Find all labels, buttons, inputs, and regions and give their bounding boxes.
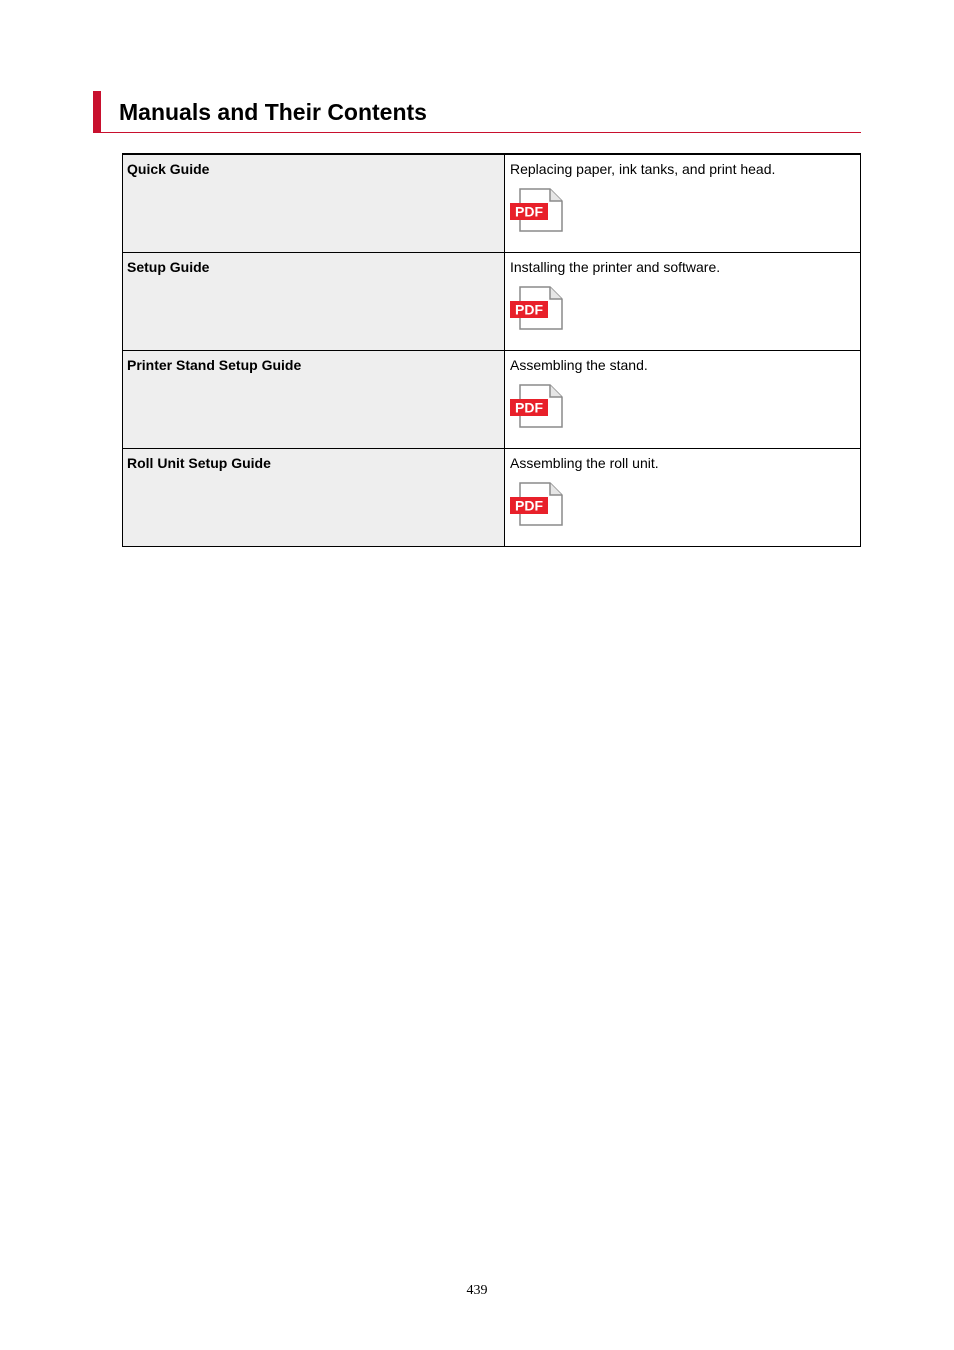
- manual-name: Quick Guide: [123, 154, 505, 252]
- table-row: [123, 154, 861, 252]
- heading-accent-bar: [93, 91, 101, 133]
- table-row: [123, 252, 861, 350]
- pdf-icon-label: PDF: [515, 301, 543, 317]
- manual-description-cell: [505, 154, 861, 252]
- manual-description: Assembling the stand.: [510, 356, 648, 373]
- page-number: 439: [466, 1283, 488, 1298]
- table-row: [123, 350, 861, 448]
- pdf-icon-label: PDF: [515, 497, 543, 513]
- pdf-icon-label: PDF: [515, 399, 543, 415]
- manual-description-cell: [505, 448, 861, 546]
- manual-description-cell: [505, 350, 861, 448]
- pdf-icon-label: PDF: [515, 203, 543, 220]
- manual-description-cell: [505, 252, 861, 350]
- pdf-icon[interactable]: [510, 384, 564, 428]
- pdf-icon[interactable]: [510, 188, 564, 232]
- manual-name: Roll Unit Setup Guide: [123, 448, 505, 546]
- table-row: [123, 448, 861, 546]
- pdf-icon[interactable]: [510, 286, 564, 330]
- manual-description: Installing the printer and software.: [510, 258, 721, 275]
- section-heading: [93, 91, 861, 133]
- manuals-table: [122, 153, 861, 547]
- manual-name: Printer Stand Setup Guide: [123, 350, 505, 448]
- pdf-icon[interactable]: [510, 482, 564, 526]
- manual-description: Replacing paper, ink tanks, and print head.: [510, 161, 776, 177]
- page-title: Manuals and Their Contents: [119, 99, 427, 125]
- manual-description: Assembling the roll unit.: [510, 454, 659, 471]
- manual-name: Setup Guide: [123, 252, 505, 350]
